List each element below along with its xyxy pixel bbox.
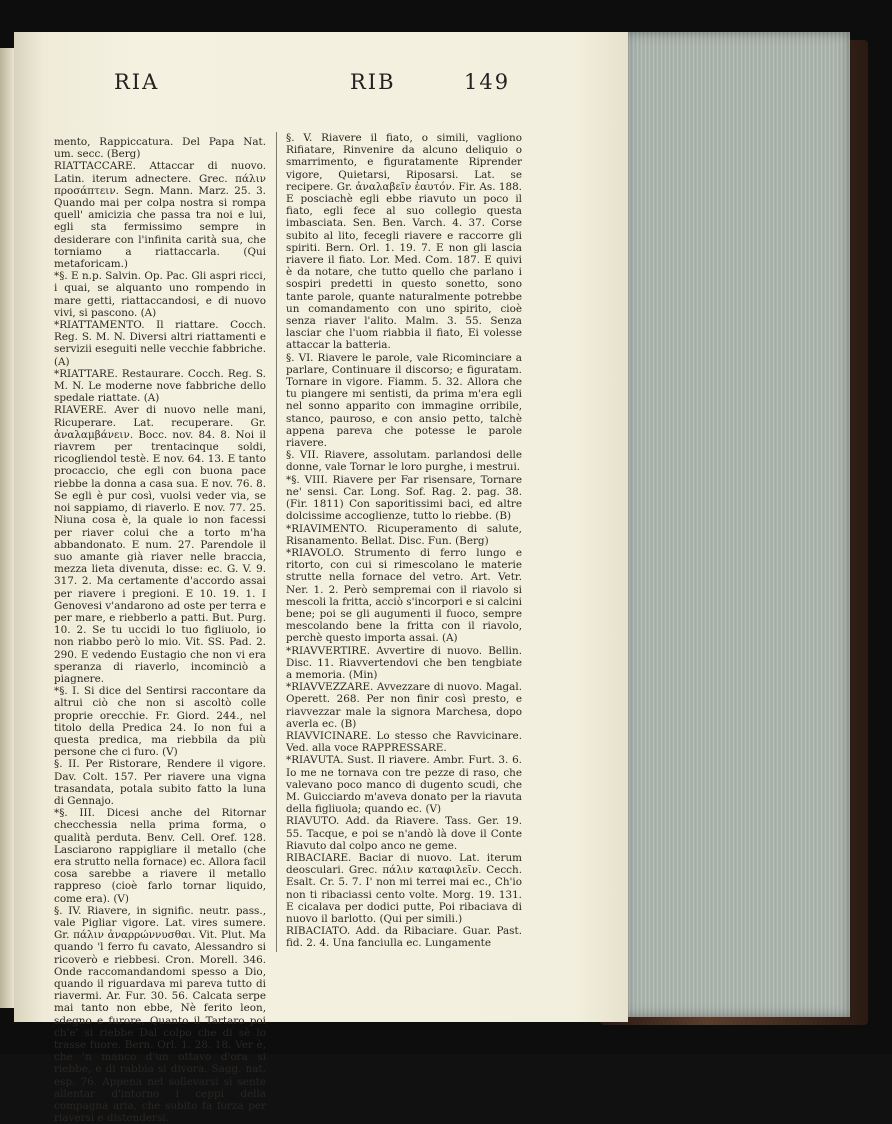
entry: §. V. Riavere il fiato, o simili, vagliono Rifiatare, Rinvenire da alcuno deliquio o smarrimento, e figuratamente Riprender vigore, Quietarsi, Riposarsi. Lat. se recipere. Gr. ἀναλαβεῖν ἑαυτόν. Fir. As. 188. E posciachè egli ebbe riavuto un poco il fiato, egli fece al suo collegio questa imbasciata. Sen. Ben. Varch. 4. 37. Corse subito al lito, fecegli riavere e raccorre gli spiriti. Bern. Orl. 1. 19. 7. E non gli lascia riavere il fiato. Lor. Med. Com. 187. E quivi è da notare, che tutto quello che parlano i sospiri predetti in questo sonetto, sono tante parole, quante naturalmente potrebbe un comandamento con uno spirito, cioè senza riaver l'alito. Malm. 3. 55. Senza lasciar che l'uom riabbia il fiato, Ei volesse attaccar la batteria. <box>286 132 522 352</box>
column-divider <box>276 132 277 952</box>
entry: §. VI. Riavere le parole, vale Ricominciare a parlare, Continuare il discorso; e figuratam. Tornare in vigore. Fiamm. 5. 32. Allora che tu piangere mi sentisti, da prima m'era egli nel sonno apparito con immagine orribile, stanco, pauroso, e con ansio petto, talchè appena pareva che potesse le parole riavere. <box>286 351 522 450</box>
previous-page-edge <box>0 48 14 1008</box>
entry: *RIATTARE. Restaurare. Cocch. Reg. S. M. N. Le moderne nove fabbriche dello spedale riattate. (A) <box>54 367 266 405</box>
entry: §. VII. Riavere, assolutam. parlandosi delle donne, vale Tornar le loro purghe, i mestrui. <box>286 449 522 474</box>
left-column <box>54 136 266 1124</box>
entry: *RIAVUTA. Sust. Il riavere. Ambr. Furt. 3. 6. Io me ne tornava con tre pezze di raso, che valevano poco manco di dugento scudi, che M. Guicciardo m'aveva donato per la riavuta della figliuola; quando ec. (V) <box>286 754 522 816</box>
entry: *RIAVVEZZARE. Avvezzare di nuovo. Magal. Operett. 268. Per non finir così presto, e riavvezzar male la signora Marchesa, dopo averla ec. (B) <box>286 681 522 730</box>
entry: *RIAVVERTIRE. Avvertire di nuovo. Bellin. Disc. 11. Riavvertendovi che ben tengbiate a memoria. (Min) <box>286 644 522 681</box>
right-column <box>286 132 522 952</box>
entry: *§. III. Dicesi anche del Ritornar checchessia nella prima forma, o qualità perduta. Benv. Cell. Oref. 128. Lasciarono rappigliare il metallo (che era strutto nella fornace) ec. Allora facil cosa sarebbe a riavere il metallo rappreso (cioè farlo tornar liquido, come era). (V) <box>54 807 266 905</box>
entry: *§. VIII. Riavere per Far risensare, Tornare ne' sensi. Car. Long. Sof. Rag. 2. pag. 38. (Fir. 1811) Con saporitissimi baci, ed altre dolcissime accoglienze, tutto lo riebbe. (B) <box>286 473 522 523</box>
entry: §. II. Per Ristorare, Rendere il vigore. Dav. Colt. 157. Per riavere una vigna trasandata, potala subito fatto la luna di Gennajo. <box>54 758 266 807</box>
entry: *RIATTAMENTO. Il riattare. Cocch. Reg. S. M. N. Diversi altri riattamenti e servizii eseguiti nelle vecchie fabbriche. (A) <box>54 319 266 368</box>
running-head-left: RIA <box>114 70 160 94</box>
entry: *§. I. Si dice del Sentirsi raccontare da altrui ciò che non si ascoltò colle proprie orecchie. Fr. Giord. 244., nel titolo della Predica 24. Io non fui a questa predica, ma riebbila da più persone che ci furo. (V) <box>54 685 266 759</box>
entry: mento, Rappiccatura. Del Papa Nat. um. secc. (Berg) <box>54 136 266 161</box>
entry: RIATTACCARE. Attaccar di nuovo. Latin. iterum adnectere. Grec. πάλιν προσάπτειν. Segn. Mann. Marz. 25. 3. Quando mai per colpa nostra si rompa quell' amicizia che passa tra noi e lui, egli sta fermissimo sempre in desiderare con l'infinita carità sua, che torniamo a riattaccarla. (Qui metaforicam.) <box>54 160 266 271</box>
entry: §. IV. Riavere, in signific. neutr. pass., vale Pigliar vigore. Lat. vires sumere. Gr. πάλιν ἀναρρώννυσθαι. Vit. Plut. Ma quando 'l ferro fu cavato, Alessandro si ricoverò e riebbesi. Cron. Morell. 346. Onde raccomandandomi spesso a Dio, quando il riguardava mi pareva tutto di riavermi. Ar. Fur. 30. 56. Calcata serpe mai tanto non ebbe, Nè ferito leon, sdegno e furore, Quanto il Tartaro poi ch'e' si riebbe Dal colpo che di sè lo trasse fuore. Bern. Orl. 1. 28. 18. Ver è, che 'n manco d'un ottavo d'ora si riebbe, e di rabbia si divora. Sagg. nat. esp. 76. Appena nel sollevarsi si sente allentar d'intorno i ceppi della compagna aria, che subito fa forza per riaversi e distendersi. <box>54 904 266 1124</box>
entry: RIAVERE. Aver di nuovo nelle mani, Ricuperare. Lat. recuperare. Gr. ἀναλαμβάνειν. Bocc. nov. 84. 8. Noi il riavrem per trentacinque soldi, ricogliendol testè. E nov. 64. 13. E tanto procaccio, che egli con buona pace riebbe la donna a casa sua. E nov. 76. 8. Se egli è pur così, vuolsi veder via, se noi sappiamo, di riaverlo. E nov. 77. 25. Niuna cosa è, la quale io non facessi per riaver colui che a torto m'ha abbandonato. E num. 27. Parendole il suo amante già riaver nelle braccia, mezza lieta divenuta, disse: ec. G. V. 9. 317. 2. Ma certamente d'accordo assai per riavere i pregioni. E 10. 19. 1. I Genovesi v'andarono ad oste per terra e per mare, e riebberlo a patti. But. Purg. 10. 2. Se tu uccidi lo tuo figliuolo, io non riabbo però lo mio. Vit. SS. Pad. 2. 290. E vedendo Eustagio che non vi era speranza di riaverlo, incominciò a piagnere. <box>54 404 266 685</box>
entry: *§. E n.p. Salvin. Op. Pac. Gli aspri ricci, i quai, se alquanto uno rompendo in mare getti, riattaccandosi, e di nuovo vivi, si pascono. (A) <box>54 270 266 319</box>
entry: RIBACIATO. Add. da Ribaciare. Guar. Past. fid. 2. 4. Una fanciulla ec. Lungamente <box>286 925 522 950</box>
entry: *RIAVIMENTO. Ricuperamento di salute, Risanamento. Bellat. Disc. Fun. (Berg) <box>286 522 522 547</box>
entry: *RIAVOLO. Strumento di ferro lungo e ritorto, con cui si rimescolano le materie strutte nella fornace del vetro. Art. Vetr. Ner. 1. 2. Però sempremai con il riavolo si mescoli la fritta, acciò s'incorpori e si calcini bene; poi se gli augumenti il fuoco, sempre mescolando bene la fritta con il riavolo, perchè questo importa assai. (A) <box>286 546 522 645</box>
page-edges <box>625 32 850 1017</box>
entry: RIAVUTO. Add. da Riavere. Tass. Ger. 19. 55. Tacque, e poi se n'andò là dove il Conte Riavuto dal colpo anco ne geme. <box>286 815 522 852</box>
entry: RIAVVICINARE. Lo stesso che Ravvicinare. Ved. alla voce RAPPRESSARE. <box>286 729 522 755</box>
page-number: 149 <box>464 70 511 94</box>
book-page <box>14 32 628 1124</box>
entry: RIBACIARE. Baciar di nuovo. Lat. iterum deosculari. Grec. πάλιν καταφιλεῖν. Cecch. Esalt. Cr. 5. 7. I' non mi terrei mai ec., Ch'io non ti ribaciassi cento volte. Morg. 19. 131. E cicalava per dodici putte, Poi ribaciava di nuovo il barlotto. (Qui per simili.) <box>286 851 522 925</box>
running-head-center: RIB <box>350 70 396 94</box>
